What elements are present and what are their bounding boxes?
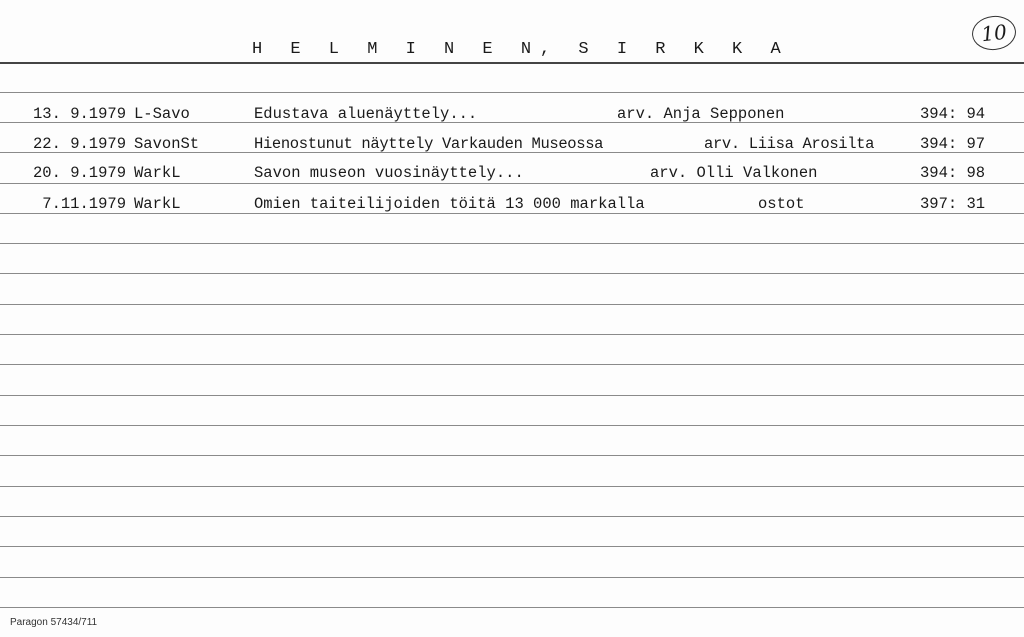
ruled-line bbox=[0, 364, 1024, 365]
entry-byline: ostot bbox=[758, 195, 805, 213]
ruled-line bbox=[0, 273, 1024, 274]
entry-title: Savon museon vuosinäyttely... bbox=[254, 164, 524, 182]
ruled-line bbox=[0, 395, 1024, 396]
entry-row bbox=[0, 162, 1024, 184]
entry-reference: 394: 98 bbox=[920, 164, 986, 182]
entry-row bbox=[0, 103, 1024, 125]
ruled-line bbox=[0, 516, 1024, 517]
card-number: 10 bbox=[970, 14, 1017, 52]
entry-publication: L-Savo bbox=[134, 105, 190, 123]
entry-date: 22. 9.1979 bbox=[32, 135, 126, 153]
entry-date: 20. 9.1979 bbox=[32, 164, 126, 182]
entry-row bbox=[0, 133, 1024, 155]
ruled-line bbox=[0, 455, 1024, 456]
entry-title: Hienostunut näyttely Varkauden Museossa bbox=[254, 135, 604, 153]
ruled-line bbox=[0, 334, 1024, 335]
entry-reference: 394: 94 bbox=[920, 105, 986, 123]
entry-row bbox=[0, 193, 1024, 215]
ruled-line bbox=[0, 607, 1024, 608]
card-footer: Paragon 57434/711 bbox=[10, 617, 98, 628]
card-title: H E L M I N E N, S I R K K A bbox=[252, 40, 790, 59]
entry-date: 7.11.1979 bbox=[42, 195, 126, 213]
entry-publication: WarkL bbox=[134, 164, 181, 182]
entry-title: Omien taiteilijoiden töitä 13 000 markalla bbox=[254, 195, 645, 213]
ruled-line bbox=[0, 425, 1024, 426]
ruled-line bbox=[0, 304, 1024, 305]
entry-byline: arv. Liisa Arosilta bbox=[704, 135, 875, 153]
entry-reference: 397: 31 bbox=[920, 195, 986, 213]
ruled-line bbox=[0, 486, 1024, 487]
entry-publication: SavonSt bbox=[134, 135, 200, 153]
ruled-line bbox=[0, 243, 1024, 244]
ruled-line bbox=[0, 577, 1024, 578]
entry-title: Edustava aluenäyttely... bbox=[254, 105, 478, 123]
header-rule bbox=[0, 62, 1024, 64]
ruled-line bbox=[0, 546, 1024, 547]
entry-reference: 394: 97 bbox=[920, 135, 986, 153]
entry-publication: WarkL bbox=[134, 195, 181, 213]
entry-byline: arv. Olli Valkonen bbox=[650, 164, 818, 182]
entry-date: 13. 9.1979 bbox=[32, 105, 126, 123]
ruled-line bbox=[0, 92, 1024, 93]
entry-byline: arv. Anja Sepponen bbox=[617, 105, 785, 123]
